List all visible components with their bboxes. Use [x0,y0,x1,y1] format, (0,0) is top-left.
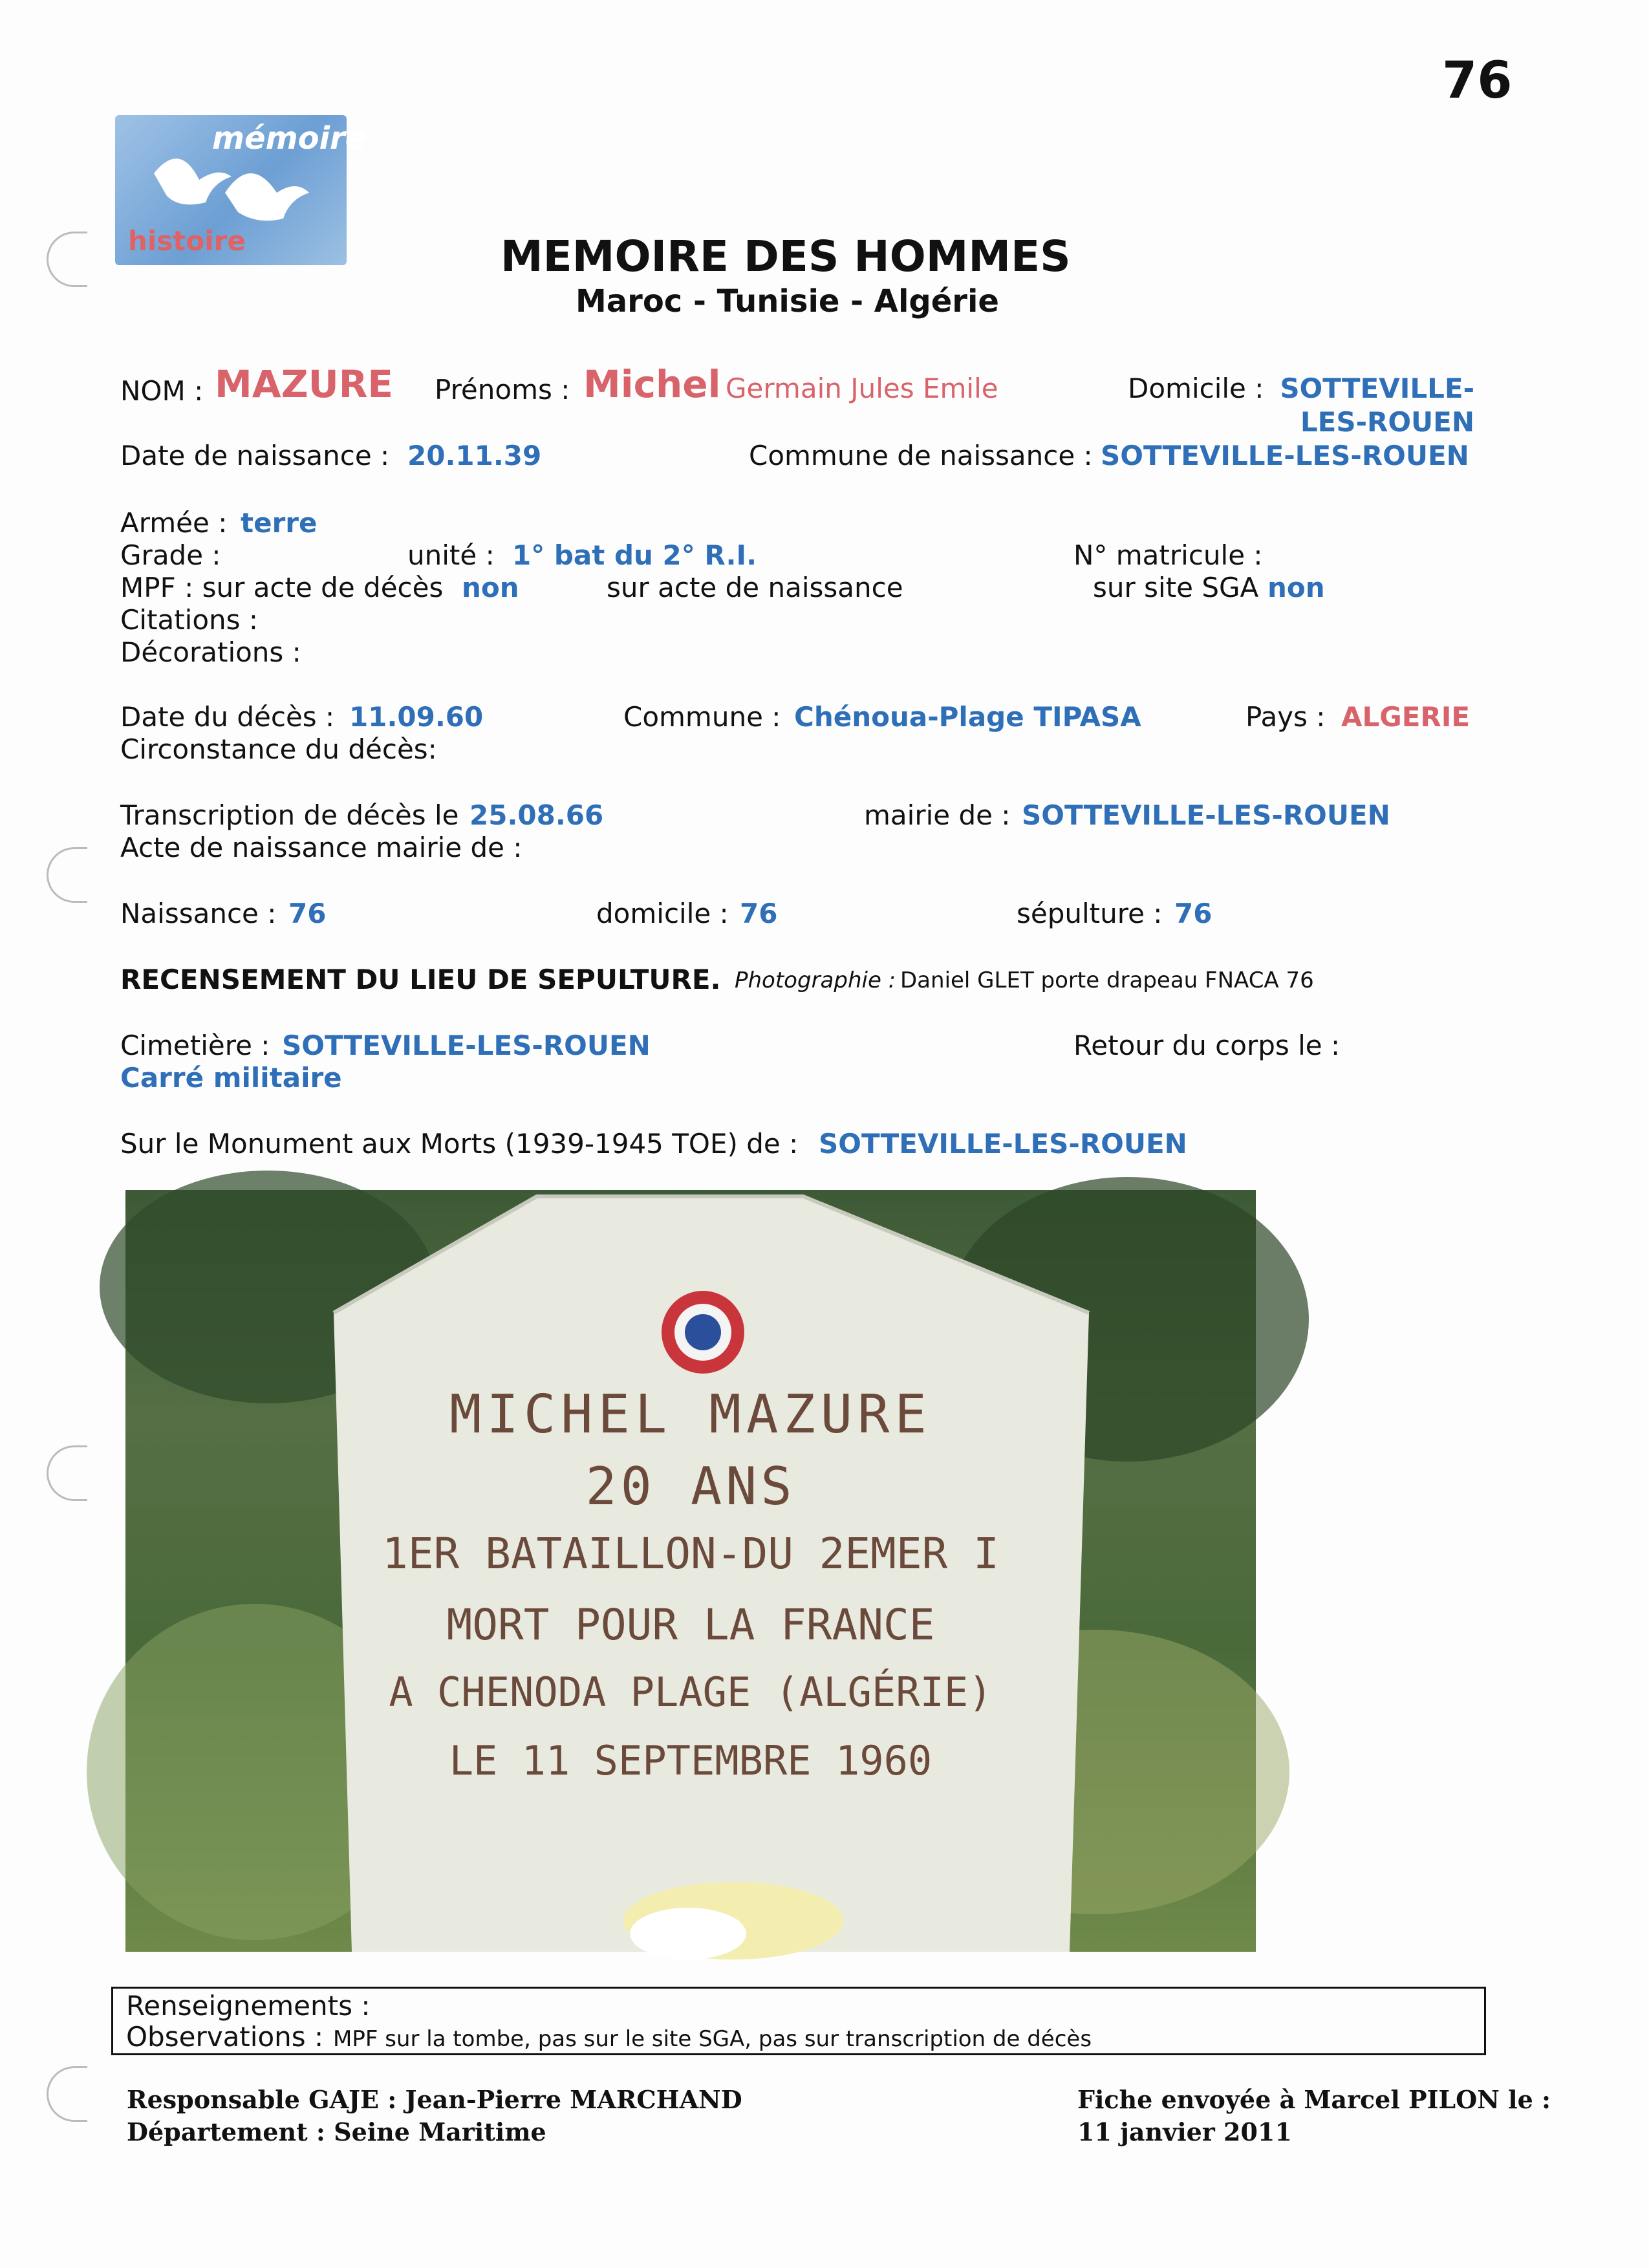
decorations-label: Décorations : [120,636,301,668]
observations-value: MPF sur la tombe, pas sur le site SGA, pas sur transcription de décès [333,2026,1092,2052]
armee-label: Armée : [120,507,228,539]
footer-departement: Département : Seine Maritime [127,2117,546,2146]
page-title: MEMOIRE DES HOMMES [501,232,1071,281]
sepulture-heading: RECENSEMENT DU LIEU DE SEPULTURE. [120,964,721,995]
footer-fiche-date: 11 janvier 2011 [1077,2117,1292,2146]
footer-responsable: Responsable GAJE : Jean-Pierre MARCHAND [127,2085,742,2114]
pays-label: Pays : [1245,701,1326,733]
prenom-main: Michel [583,362,721,406]
prenom-others: Germain Jules Emile [726,373,998,404]
cimetiere-label: Cimetière : [120,1030,270,1061]
mpf-sga-label: sur site SGA [1093,572,1259,603]
cimetiere-value: SOTTEVILLE-LES-ROUEN [282,1030,651,1061]
circonstance-label: Circonstance du décès: [120,733,437,765]
armee-value: terre [241,507,318,539]
birth-date-label: Date de naissance : [120,440,390,471]
death-date-label: Date du décès : [120,701,335,733]
domicile-label: Domicile : [1128,373,1264,404]
inscription-line: MORT POUR LA FRANCE [446,1600,935,1650]
monument-label: Sur le Monument aux Morts (1939-1945 TOE) de : [120,1128,799,1160]
unite-value: 1° bat du 2° R.I. [512,539,757,571]
domicile-dept-label: domicile : [596,898,729,929]
mpf-naissance-label: sur acte de naissance [607,572,903,603]
citations-label: Citations : [120,604,259,636]
photo-label: Photographie : [735,967,896,993]
naissance-dept-value: 76 [288,898,327,929]
death-commune-label: Commune : [623,701,781,733]
punch-hole [47,1445,87,1501]
renseignements-label: Renseignements : [126,1990,371,2022]
sepulture-dept-value: 76 [1174,898,1212,929]
page-subtitle: Maroc - Tunisie - Algérie [576,283,999,319]
mpf-label: MPF : sur acte de décès [120,572,444,603]
monument-value: SOTTEVILLE-LES-ROUEN [819,1128,1187,1160]
carre-value: Carré militaire [120,1062,342,1094]
info-box [111,1987,1486,2055]
sepulture-dept-label: sépulture : [1017,898,1163,929]
acte-naissance-label: Acte de naissance mairie de : [120,832,523,863]
prenoms-label: Prénoms : [435,374,570,405]
page-number: 76 [1442,52,1513,110]
domicile-dept-value: 76 [740,898,778,929]
inscription-line: MICHEL MAZURE [449,1384,932,1445]
photo-credit: Daniel GLET porte drapeau FNACA 76 [900,967,1314,993]
transcription-date-value: 25.08.66 [469,799,604,831]
unite-label: unité : [407,539,495,571]
nom-label: NOM : [120,375,204,407]
punch-hole [47,847,87,903]
transcription-label: Transcription de décès le [120,799,459,831]
mairie-label: mairie de : [864,799,1011,831]
logo [115,115,367,265]
naissance-dept-label: Naissance : [120,898,277,929]
mpf-deces-value: non [462,572,519,603]
grave-photo [125,1190,1256,1952]
punch-hole [47,232,87,287]
inscription-line: 1ER BATAILLON-DU 2EMER I [382,1529,999,1579]
inscription-line: 20 ANS [585,1456,796,1517]
death-commune-value: Chénoua-Plage TIPASA [794,701,1141,733]
inscription-line: LE 11 SEPTEMBRE 1960 [449,1737,932,1784]
inscription-line: A CHENODA PLAGE (ALGÉRIE) [389,1669,993,1716]
domicile-line2: LES-ROUEN [1300,406,1474,438]
birth-commune-value: SOTTEVILLE-LES-ROUEN [1101,440,1469,471]
logo-text-top: mémoire [212,120,367,157]
matricule-label: N° matricule : [1073,539,1263,571]
observations-label: Observations : [126,2021,324,2053]
mairie-value: SOTTEVILLE-LES-ROUEN [1022,799,1390,831]
grade-label: Grade : [120,539,221,571]
footer-fiche-label: Fiche envoyée à Marcel PILON le : [1077,2085,1551,2114]
pays-value: ALGERIE [1341,701,1471,733]
birth-commune-label: Commune de naissance : [749,440,1093,471]
nom-value: MAZURE [215,362,394,406]
punch-hole [47,2066,87,2122]
death-date-value: 11.09.60 [349,701,484,733]
mpf-sga-value: non [1267,572,1325,603]
retour-label: Retour du corps le : [1073,1030,1341,1061]
domicile-line1: SOTTEVILLE- [1280,373,1474,404]
birth-date-value: 20.11.39 [407,440,542,471]
logo-text-bottom: histoire [128,225,246,257]
